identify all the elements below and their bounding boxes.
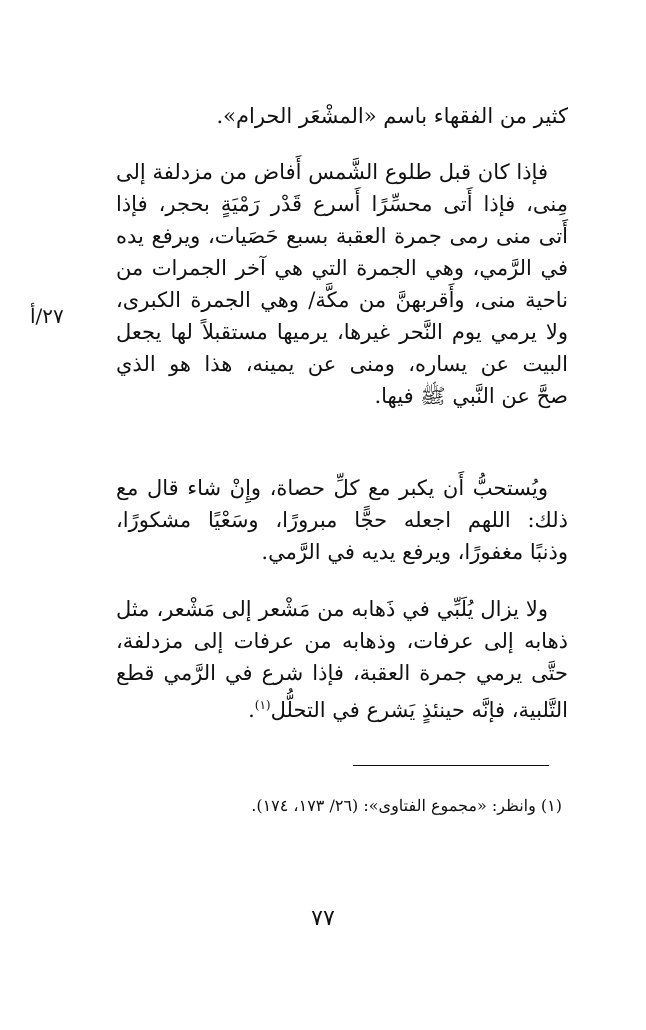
- text-line: ذهابه إلى عرفات، وذهابه من عرفات إلى مزدلفة،: [116, 629, 568, 653]
- text-line: في الرَّمي، وهي الجمرة التي هي آخر الجمرات من: [116, 256, 568, 280]
- paragraph-1: [116, 100, 568, 132]
- footnote: [112, 792, 562, 820]
- manuscript-folio-marker: ٢٧/أ: [30, 304, 64, 328]
- text-line: مِنى، فإذا أَتى محسِّرًا أَسرع قَدْر رَمْيَةٍ بحجر، فإذا: [116, 192, 568, 216]
- text-line: ويُستحبُّ أَن يكبر مع كلِّ حصاة، وإِنْ شاء قال مع: [116, 476, 548, 500]
- footnote-text: وانظر: «مجموع الفتاوى»: (٢٦/ ١٧٣، ١٧٤).: [251, 796, 536, 815]
- footnote-reference[interactable]: (١): [254, 698, 271, 712]
- text-line: ذلك: اللهم اجعله حجًّا مبرورًا، وسَعْيًا مشكورًا،: [116, 508, 568, 532]
- text-line: صحَّ عن النَّبي ﷺ فيها.: [374, 384, 568, 408]
- paragraph-4: [116, 593, 568, 721]
- sentence-end: .: [248, 698, 255, 722]
- paragraph-2: [116, 156, 568, 412]
- text-line: أَتى منى رمى جمرة العقبة بسبع حَصَيات، ويرفع يده: [116, 224, 568, 248]
- text-line: ولا يرمي يوم النَّحر غيرها، يرميها مستقبلاً لها يجعل: [116, 320, 568, 344]
- text-line: ناحية منى، وأَقربهنَّ من مكَّة/ وهي الجمرة الكبرى،: [116, 288, 568, 312]
- text-line: ولا يزال يُلَبِّي في ذَهابه من مَشْعر إلى مَشْعر، مثل: [116, 597, 548, 621]
- text-line: فإذا كان قبل طلوع الشَّمس أَفاض من مزدلفة إلى: [116, 160, 548, 184]
- text-line: حتَّى يرمي جمرة العقبة، فإذا شرع في الرَّمي قطع: [116, 661, 568, 685]
- line-text: التَّلبية، فإنَّه حينئذٍ يَشرع في التحلُّل: [270, 698, 568, 722]
- text-line: وذنبًا مغفورًا، ويرفع يديه في الرَّمي.: [261, 540, 568, 564]
- text-line: [116, 689, 568, 721]
- text-line: كثير من الفقهاء باسم «المشْعَر الحرام».: [216, 104, 568, 128]
- page-number: ٧٧: [311, 906, 335, 931]
- paragraph-3: [116, 472, 568, 568]
- text-line: البيت عن يساره، ومنى عن يمينه، هذا هو الذي: [116, 352, 568, 376]
- footnote-divider: [353, 765, 549, 766]
- footnote-marker: (١): [540, 796, 562, 815]
